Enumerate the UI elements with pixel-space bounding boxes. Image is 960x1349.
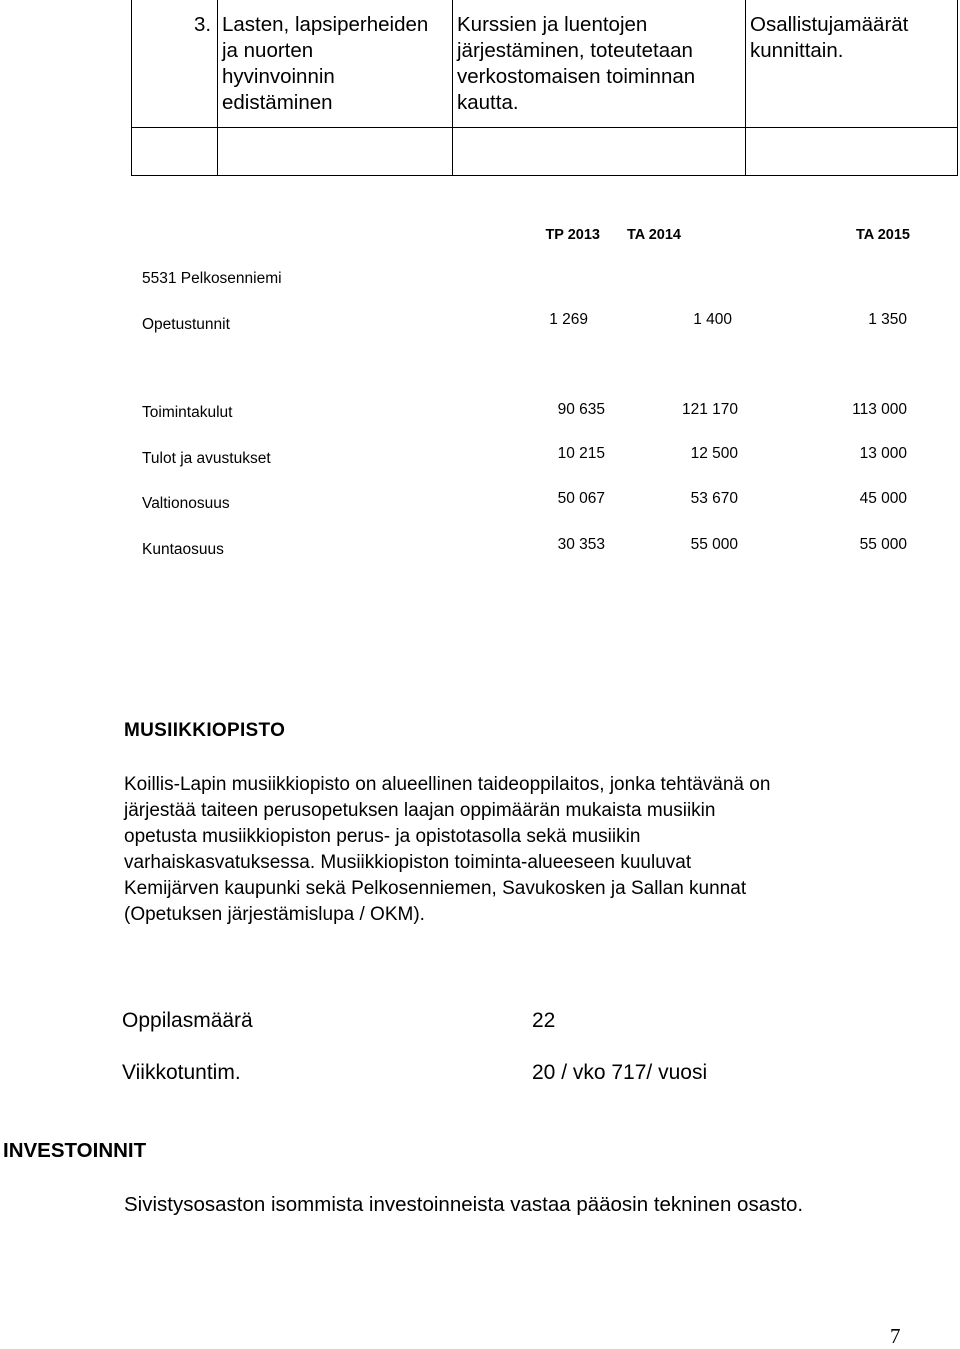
row-label: Valtionosuus xyxy=(142,495,230,512)
cell-value: 55 000 xyxy=(690,536,738,553)
cell-value: 45 000 xyxy=(859,490,907,507)
goal-line: Lasten, lapsiperheiden xyxy=(222,13,429,36)
row-label: Toimintakulut xyxy=(142,404,233,421)
cell-value: 90 635 xyxy=(557,401,605,418)
table-border xyxy=(745,0,746,176)
table-border xyxy=(131,127,958,128)
cell-value: 113 000 xyxy=(852,401,907,418)
table-border xyxy=(452,0,453,176)
cell-value: 53 670 xyxy=(690,490,738,507)
indicator-line: kunnittain. xyxy=(750,39,844,62)
measure-line: verkostomaisen toiminnan xyxy=(457,65,696,88)
goal-line: hyvinvoinnin xyxy=(222,65,335,88)
stat-value: 20 / vko 717/ vuosi xyxy=(532,1061,708,1084)
measure-line: kautta. xyxy=(457,91,519,114)
cell-value: 121 170 xyxy=(681,401,738,418)
goal-line: edistäminen xyxy=(222,91,333,114)
table-border xyxy=(131,175,958,176)
cell-value: 30 353 xyxy=(557,536,605,553)
column-header: TP 2013 xyxy=(545,227,600,243)
paragraph-line: varhaiskasvatuksessa. Musiikkiopiston toiminta-alueeseen kuuluvat xyxy=(124,852,692,873)
stat-value: 22 xyxy=(532,1009,556,1032)
table-border xyxy=(131,0,132,176)
row-label: Opetustunnit xyxy=(142,316,230,333)
investments-text: Sivistysosaston isommista investoinneista vastaa pääosin tekninen osasto. xyxy=(124,1193,804,1216)
section-heading-investments: INVESTOINNIT xyxy=(3,1139,147,1162)
paragraph-line: (Opetuksen järjestämislupa / OKM). xyxy=(124,904,425,925)
stat-label: Oppilasmäärä xyxy=(122,1009,253,1032)
column-header: TA 2015 xyxy=(856,227,910,243)
cell-value: 1 400 xyxy=(693,311,732,328)
measure-cell xyxy=(457,12,695,116)
section-heading-music: MUSIIKKIOPISTO xyxy=(124,720,286,741)
cell-value: 50 067 xyxy=(557,490,605,507)
cell-value: 13 000 xyxy=(859,445,907,462)
cell-value: 55 000 xyxy=(859,536,907,553)
indicator-cell xyxy=(750,12,908,64)
measure-line: Kurssien ja luentojen xyxy=(457,13,648,36)
column-header: TA 2014 xyxy=(627,227,681,243)
cell-value: 12 500 xyxy=(690,445,738,462)
stat-label: Viikkotuntim. xyxy=(122,1061,241,1084)
row-label: Tulot ja avustukset xyxy=(142,450,271,467)
measure-line: järjestäminen, toteutetaan xyxy=(457,39,693,62)
page-number: 7 xyxy=(890,1324,901,1348)
goal-line: ja nuorten xyxy=(222,39,314,62)
paragraph-line: Kemijärven kaupunki sekä Pelkosenniemen, Savukosken ja Sallan kunnat xyxy=(124,878,747,899)
goals-table xyxy=(0,0,960,176)
goal-number: 3. xyxy=(194,13,212,36)
unit-name: 5531 Pelkosenniemi xyxy=(142,270,282,287)
goal-cell xyxy=(222,12,428,116)
music-paragraph xyxy=(124,772,904,928)
cell-value: 10 215 xyxy=(557,445,605,462)
table-border xyxy=(217,0,218,176)
table-border xyxy=(957,0,958,176)
paragraph-line: Koillis-Lapin musiikkiopisto on alueellinen taideoppilaitos, jonka tehtävänä on xyxy=(124,774,771,795)
paragraph-line: opetusta musiikkiopiston perus- ja opistotasolla sekä musiikin xyxy=(124,826,641,847)
row-label: Kuntaosuus xyxy=(142,541,224,558)
cell-value: 1 269 xyxy=(549,311,588,328)
indicator-line: Osallistujamäärät xyxy=(750,13,909,36)
paragraph-line: järjestää taiteen perusopetuksen laajan oppimäärän mukaista musiikin xyxy=(124,800,716,821)
cell-value: 1 350 xyxy=(868,311,907,328)
